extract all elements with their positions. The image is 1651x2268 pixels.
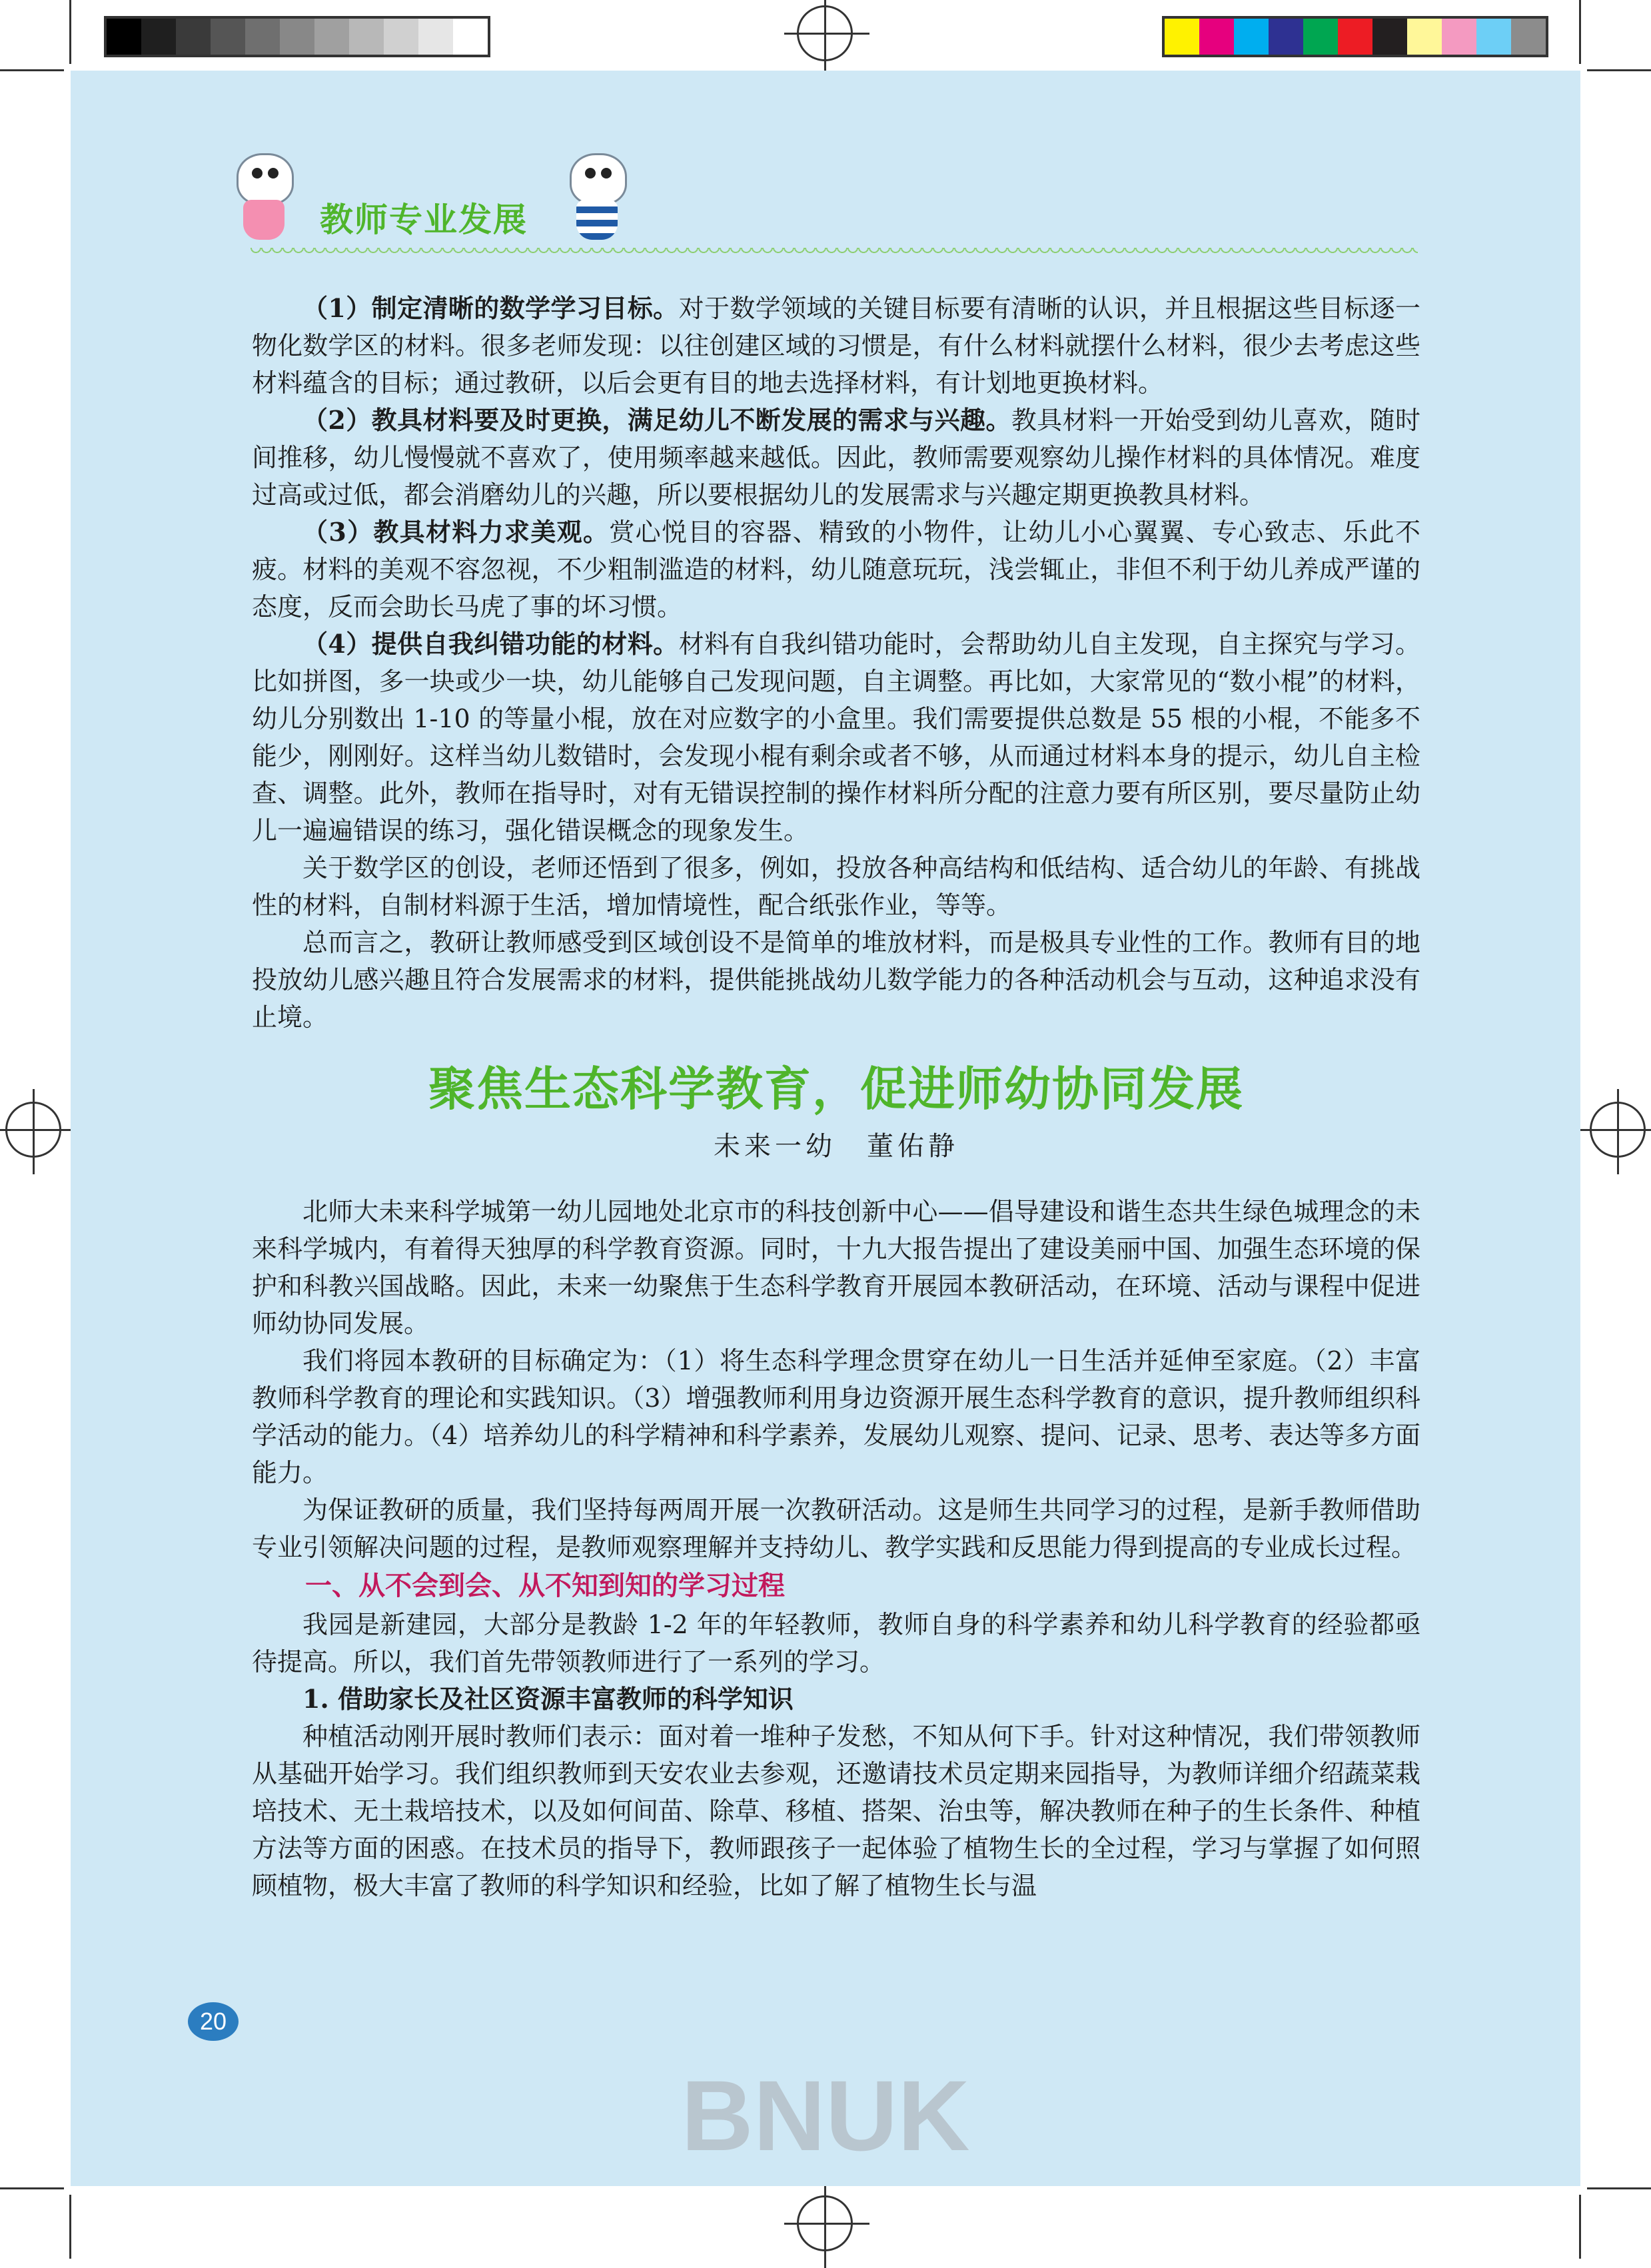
mascot-girl-icon: [213, 147, 313, 253]
paragraph-text: 教具材料一开始受到幼儿喜欢，随时间推移，幼儿慢慢就不喜欢了，使用频率越来越低。因此，教师需要观察幼儿操作材料的具体情况。难度过高或过低，都会消磨幼儿的兴趣，所以要根据幼儿的发展需求与兴趣定期更换教具材料。: [252, 406, 1420, 510]
paragraph: [252, 402, 1420, 514]
registration-mark-icon: [5, 1102, 61, 1158]
paragraph: [252, 849, 1420, 924]
crop-mark: [0, 69, 64, 71]
paragraph: 种植活动刚开展时教师们表示：面对着一堆种子发愁，不知从何下手。针对这种情况，我们带领教师从基础开始学习。我们组织教师到天安农业去参观，还邀请技术员定期来园指导，为教师详细介绍蔬菜栽培技术、无土栽培技术，以及如何间苗、除草、移植、搭架、治虫等，解决教师在种子的生长条件、种植方法等方面的困惑。在技术员的指导下，教师跟孩子一起体验了植物生长的全过程，学习与掌握了如何照顾植物，极大丰富了教师的科学知识和经验，比如了解了植物生长与温: [252, 1722, 1420, 1900]
crop-mark: [0, 2187, 64, 2189]
page-number: 20: [188, 2002, 239, 2041]
paragraph-text: 对于数学领域的关键目标要有清晰的认识，并且根据这些目标逐一物化数学区的材料。很多老师发现：以往创建区域的习惯是，有什么材料就摆什么材料，很少去考虑这些材料蕴含的目标；通过教研，以后会更有目的地去选择材料，有计划地更换材料。: [252, 294, 1420, 398]
page-content: [252, 290, 1420, 1904]
grayscale-calibration-strip: [104, 16, 490, 57]
section-header: [173, 147, 1439, 260]
paragraph: [252, 290, 1420, 402]
crop-mark: [1579, 2195, 1581, 2259]
paragraph-lead: （3）教具材料力求美观。: [302, 517, 610, 547]
crop-mark: [1579, 0, 1581, 64]
article-author: 未来一幼 董佑静: [714, 1131, 959, 1162]
crop-mark: [1587, 69, 1651, 71]
paragraph: 我们将园本教研的目标确定为：（1）将生态科学理念贯穿在幼儿一日生活并延伸至家庭。（2）丰富教师科学教育的理论和实践知识。（3）增强教师利用身边资源开展生态科学教育的意识，提升教师组织科学活动的能力。（4）培养幼儿的科学精神和科学素养，发展幼儿观察、提问、记录、思考、表达等多方面能力。: [252, 1346, 1420, 1487]
paragraph-lead: （1）制定清晰的数学学习目标。: [302, 293, 679, 323]
header-wavy-divider: [251, 248, 1418, 258]
crop-mark: [1587, 2187, 1651, 2189]
paragraph-lead: （4）提供自我纠错功能的材料。: [302, 629, 679, 659]
paragraph-text: 材料有自我纠错功能时，会帮助幼儿自主发现，自主探究与学习。比如拼图，多一块或少一块，幼儿能够自己发现问题，自主调整。再比如，大家常见的“数小棍”的材料，幼儿分别数出 1-10 的等量小棍，放在对应数字的小盒里。我们需要提供总数是 55 根的小棍，不能多不能少，刚刚好。这样当幼儿数错时，会发现小棍有剩余或者不够，从而通过材料本身的提示，幼儿自主检查、调整。此外，教师在指导时，对有无错误控制的操作材料所分配的注意力要有所区别，要尽量防止幼儿一遍遍错误的练习，强化错误概念的现象发生。: [252, 629, 1420, 845]
paragraph: 北师大未来科学城第一幼儿园地处北京市的科技创新中心——倡导建设和谐生态共生绿色城理念的未来科学城内，有着得天独厚的科学教育资源。同时，十九大报告提出了建设美丽中国、加强生态环境的保护和科教兴国战略。因此，未来一幼聚焦于生态科学教育开展园本教研活动，在环境、活动与课程中促进师幼协同发展。: [252, 1197, 1420, 1338]
color-calibration-strip: [1162, 16, 1548, 57]
paragraph: [252, 514, 1420, 625]
article-title: 聚焦生态科学教育，促进师幼协同发展: [428, 1062, 1244, 1116]
crop-mark: [69, 0, 71, 64]
crop-mark: [69, 2195, 71, 2259]
paragraph-text: 赏心悦目的容器、精致的小物件，让幼儿小心翼翼、专心致志、乐此不疲。材料的美观不容忽视，不少粗制滥造的材料，幼儿随意玩玩，浅尝辄止，非但不利于幼儿养成严谨的态度，反而会助长马虎了事的坏习惯。: [252, 518, 1420, 621]
paragraph-lead: （2）教具材料要及时更换，满足幼儿不断发展的需求与兴趣。: [302, 405, 1011, 435]
subsection-heading: 1. 借助家长及社区资源丰富教师的科学知识: [302, 1684, 794, 1714]
paragraph-text: 总而言之，教研让教师感受到区域创设不是简单的堆放材料，而是极具专业性的工作。教师有目的地投放幼儿感兴趣且符合发展需求的材料，提供能挑战幼儿数学能力的各种活动机会与互动，这种追求没有止境。: [252, 928, 1420, 1032]
paragraph: 为保证教研的质量，我们坚持每两周开展一次教研活动。这是师生共同学习的过程，是新手教师借助专业引领解决问题的过程，是教师观察理解并支持幼儿、教学实践和反思能力得到提高的专业成长过程。: [252, 1495, 1420, 1562]
mascot-boy-icon: [546, 147, 646, 253]
section-heading: 一、从不会到会、从不知到知的学习过程: [305, 1570, 785, 1601]
registration-mark-icon: [797, 2195, 853, 2251]
watermark: BNUK: [681, 2060, 970, 2171]
section-title: 教师专业发展: [320, 200, 528, 239]
paragraph-text: 关于数学区的创设，老师还悟到了很多，例如，投放各种高结构和低结构、适合幼儿的年龄、有挑战性的材料，自制材料源于生活，增加情境性，配合纸张作业，等等。: [252, 853, 1420, 920]
registration-mark-icon: [1590, 1102, 1646, 1158]
paragraph: 我园是新建园，大部分是教龄 1-2 年的年轻教师，教师自身的科学素养和幼儿科学教育的经验都亟待提高。所以，我们首先带领教师进行了一系列的学习。: [252, 1610, 1420, 1677]
paragraph: [252, 924, 1420, 1036]
registration-mark-icon: [797, 5, 853, 61]
paragraph: [252, 625, 1420, 849]
